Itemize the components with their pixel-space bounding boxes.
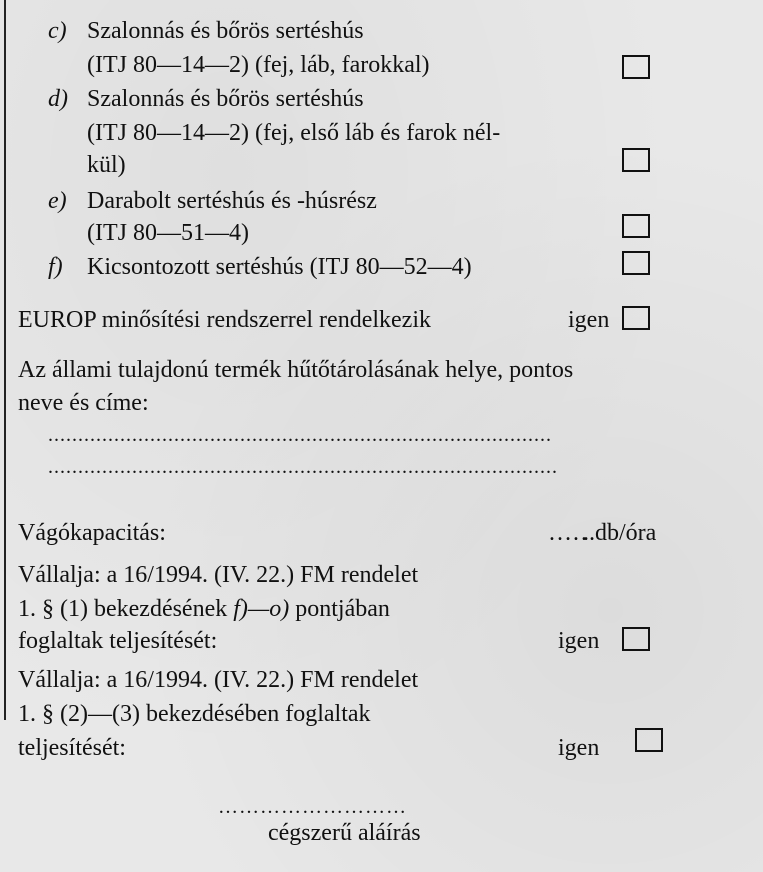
commit2-line2: 1. § (2)—(3) bekezdésében foglaltak (18, 701, 371, 727)
commit2-line1: Vállalja: a 16/1994. (IV. 22.) FM rendelet (18, 667, 419, 693)
item-e-checkbox[interactable] (622, 214, 650, 238)
commit1-line1: Vállalja: a 16/1994. (IV. 22.) FM rendelet (18, 562, 419, 588)
capacity-label: Vágókapacitás: (18, 520, 166, 546)
signature-label: cégszerű aláírás (268, 820, 421, 846)
commit2-line3: teljesítését: (18, 735, 126, 761)
cold-storage-line1: Az állami tulajdonú termék hűtőtárolásának helye, pontos (18, 357, 574, 383)
commit1-line2-pre: 1. § (1) bekezdésének (18, 596, 234, 622)
commit1-line3: foglaltak teljesítését: (18, 628, 218, 654)
europ-answer: igen (568, 307, 610, 333)
item-d-letter: d) (48, 86, 68, 112)
europ-checkbox[interactable] (622, 306, 650, 330)
capacity-blank[interactable]: …… (548, 520, 596, 546)
cold-storage-line2: neve és címe: (18, 390, 149, 416)
item-c-checkbox[interactable] (622, 55, 650, 79)
item-e-line1: Darabolt sertéshús és -húsrész (87, 188, 377, 214)
commit1-checkbox[interactable] (622, 627, 650, 651)
item-c-line1: Szalonnás és bőrös sertéshús (87, 18, 364, 44)
item-d-line3: kül) (87, 152, 126, 178)
item-c-line2: (ITJ 80—14—2) (fej, láb, farokkal) (87, 52, 430, 78)
item-c-letter: c) (48, 18, 67, 44)
item-e-line2: (ITJ 80—51—4) (87, 220, 249, 246)
cold-storage-blank-line2[interactable]: ..................................................................................... (48, 456, 558, 478)
left-margin-rule (4, 0, 6, 720)
commit1-line2-post: pontjában (289, 596, 390, 622)
signature-blank[interactable]: ……………………… (218, 796, 407, 818)
commit1-line2 (18, 594, 390, 624)
item-d-checkbox[interactable] (622, 148, 650, 172)
capacity-unit: . db/óra (583, 520, 657, 546)
item-e-letter: e) (48, 188, 67, 214)
item-f-checkbox[interactable] (622, 251, 650, 275)
item-d-line2: (ITJ 80—14—2) (fej, első láb és farok nél- (87, 120, 501, 146)
item-d-line1: Szalonnás és bőrös sertéshús (87, 86, 364, 112)
item-f-letter: f) (48, 254, 63, 280)
cold-storage-blank-line1[interactable]: .................................................................................... (48, 424, 552, 446)
commit1-answer: igen (558, 628, 600, 654)
item-f-line1: Kicsontozott sertéshús (ITJ 80—52—4) (87, 254, 472, 280)
commit1-line2-italic: f)—o) (233, 596, 290, 622)
europ-label: EUROP minősítési rendszerrel rendelkezik (18, 307, 431, 333)
commit2-checkbox[interactable] (635, 728, 663, 752)
commit2-answer: igen (558, 735, 600, 761)
